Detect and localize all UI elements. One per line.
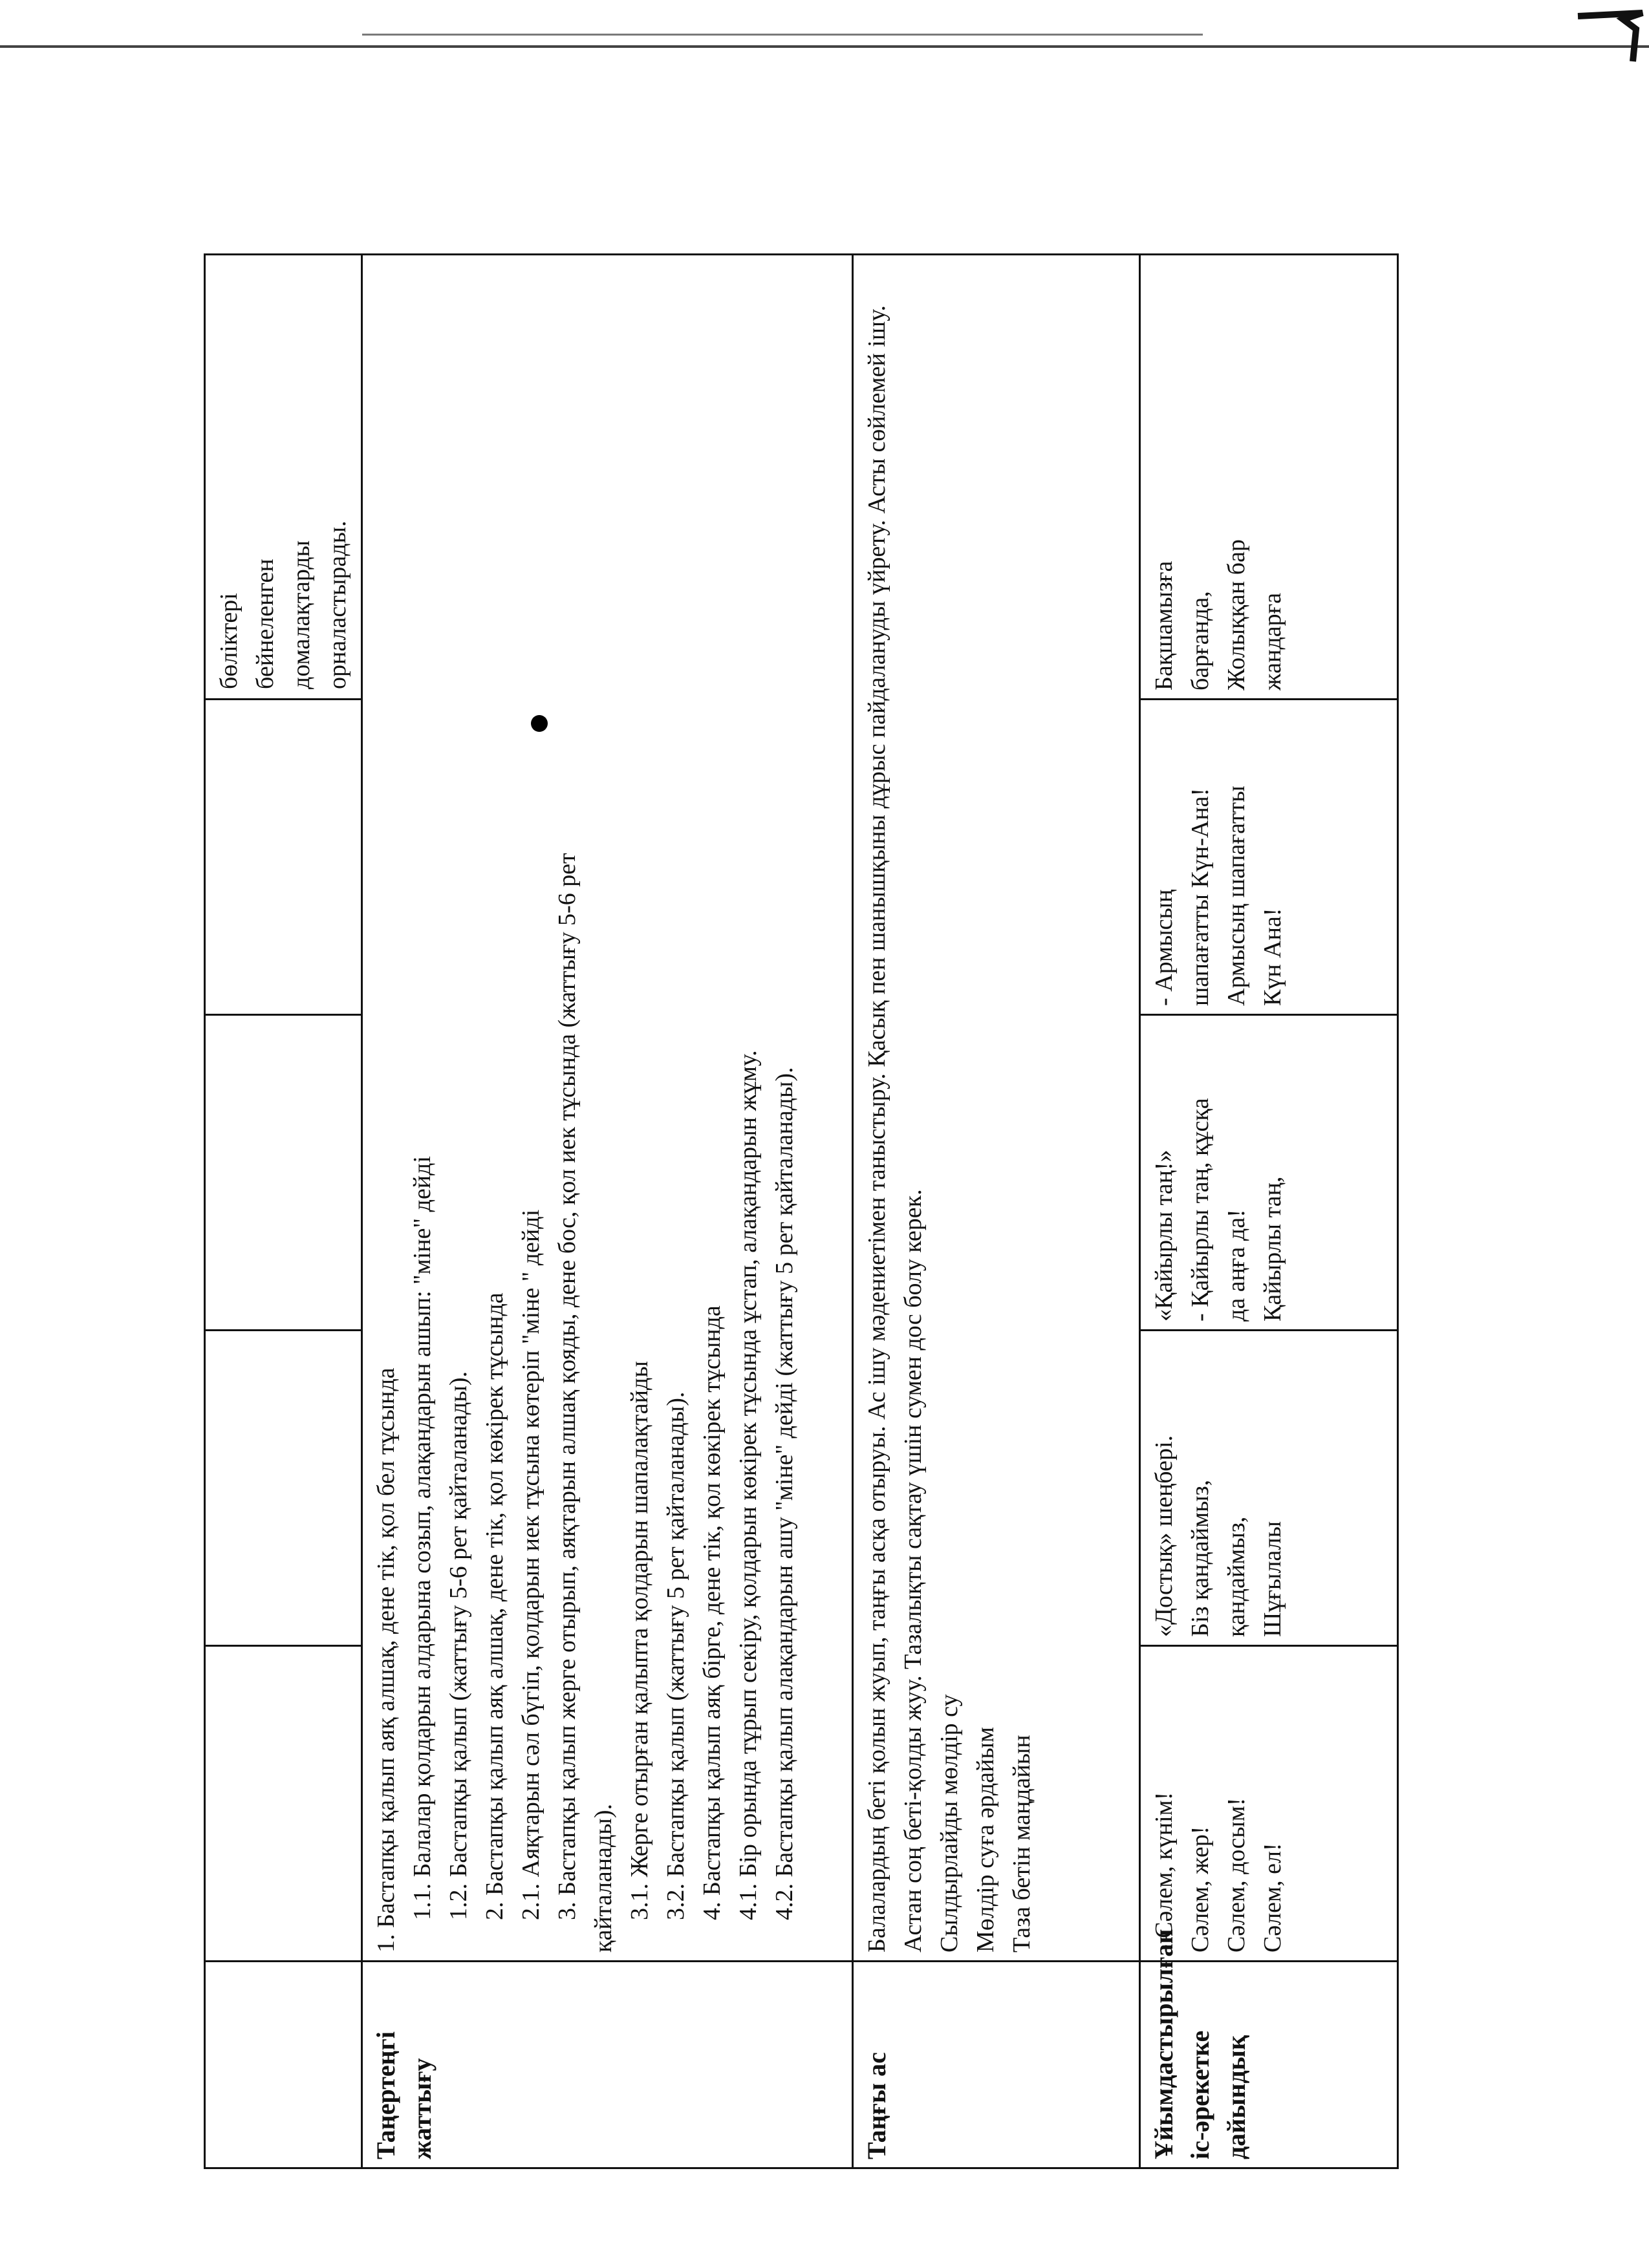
poem-line: Мөлдір суға әрдайым <box>972 1727 999 1952</box>
verse-line: Жолыққан бар <box>1223 539 1250 690</box>
rotated-table-container <box>204 255 1387 2169</box>
friendship-circle-cell <box>1140 1331 1398 1646</box>
exercise-line: қайталанады). <box>590 1804 617 1952</box>
table-row-morning-exercise <box>362 255 853 2168</box>
verse-line: жандарға <box>1259 592 1286 690</box>
verse-line: да аңға да! <box>1223 1209 1250 1321</box>
verse-line: қандаймыз, <box>1223 1516 1250 1637</box>
exercise-line: 2.1. Аяқтарын сәл бүгіп, қолдарын иек тұсына көтеріп "міне " дейді <box>517 1209 544 1920</box>
empty-cell <box>205 1015 362 1331</box>
exercise-line: 4.1. Бір орында тұрып секіру, қолдарын көкірек тұсында ұстап, алақандарын жұму. <box>735 1050 762 1920</box>
good-morning-cell <box>1140 1015 1398 1331</box>
table-row-breakfast <box>853 255 1140 2168</box>
text-line: орналастырады. <box>324 520 351 689</box>
exercise-line: 3. Бастапқы қалып жерге отырып, аяқтарын алшақ қояды, дене бос, қол иек тұсында (жаттығу 5-6 рет <box>554 853 581 1920</box>
garden-verse-cell <box>1140 255 1398 700</box>
text-line: бөліктері <box>215 593 242 689</box>
poem-line: Сылдырлайды мөлдір су <box>936 1694 963 1952</box>
verse-line: «Достық» шеңбері. <box>1150 1435 1178 1637</box>
top-fragment-cell <box>205 255 362 700</box>
row-label-morning-exercise: Таңертеңгі жаттығу <box>362 1962 853 2168</box>
verse-line: Қайырлы таң, <box>1259 1176 1286 1321</box>
breakfast-content <box>853 255 1140 1962</box>
exercise-line: 4.2. Бастапқы қалып алақандарын ашу "міне" дейді (жаттығу 5 рет қайталанады). <box>771 1067 798 1920</box>
exercise-line: 3.1. Жерге отырған қалыпта қолдарын шапалақтайды <box>626 1361 653 1920</box>
empty-cell <box>205 1962 362 2168</box>
exercise-line: 4. Бастапқы қалып аяқ бірге, дене тік, қол көкірек тұсында <box>698 1305 726 1920</box>
breakfast-paragraph: Балалардың беті қолын жуып, таңғы асқа отыруы. Ас ішу мәдениетімен таныстыру. Қасық пен шанышқыны дұрыс пайдалануды үйрету. Асты сөйлемей ішу. Астан соң беті-қолды жуу. Тазалықты сақтау үшін сумен дос болу керек. <box>863 305 927 1952</box>
empty-cell <box>205 1331 362 1646</box>
verse-line: Шұғылалы <box>1259 1521 1286 1637</box>
text-line: бейнеленген <box>252 559 279 689</box>
label-line: дайындық <box>1222 2035 1251 2159</box>
verse-line: Армысың шапағатты <box>1223 786 1250 1006</box>
verse-line: - Армысың <box>1150 889 1178 1006</box>
ink-dot <box>531 715 548 732</box>
sun-greeting-cell <box>1140 700 1398 1015</box>
label-line: Ұйымдастырылған <box>1149 1929 1178 2159</box>
scan-corner-mark <box>1571 0 1649 71</box>
verse-line: барғанда, <box>1187 591 1214 690</box>
greeting-cell <box>1140 1646 1398 1962</box>
verse-line: Сәлем, жер! <box>1187 1826 1214 1952</box>
verse-line: Сәлем, досым! <box>1223 1797 1250 1952</box>
text-line: домалақтарды <box>288 540 315 689</box>
row-label-breakfast: Таңғы ас <box>853 1962 1140 2168</box>
table-row-continued <box>205 255 362 2168</box>
exercise-line: 1.2. Бастапқы қалып (жаттығу 5-6 рет қайталанады). <box>445 1371 472 1920</box>
exercise-line: 1.1. Балалар қолдарын алдарына созып, алақандарын ашып: "міне" дейді <box>409 1156 436 1920</box>
morning-exercise-content <box>362 255 853 1962</box>
verse-line: Күн Ана! <box>1259 908 1286 1006</box>
row-label-activity-prep <box>1140 1929 1398 2168</box>
label-line: іс-әрекетке <box>1185 2030 1214 2159</box>
exercise-line: 1. Бастапқы қалып аяқ алшақ, дене тік, қол бел тұсында <box>372 1367 400 1952</box>
empty-cell <box>205 700 362 1015</box>
scan-edge-line-2 <box>362 34 1203 36</box>
verse-line: «Қайырлы таң!» <box>1150 1150 1178 1321</box>
verse-line: Сәлем, ел! <box>1259 1843 1286 1952</box>
schedule-table <box>204 253 1399 2169</box>
verse-line: - Қайырлы таң, құсқа <box>1187 1098 1214 1321</box>
verse-line: Біз қандаймыз, <box>1187 1479 1214 1637</box>
empty-cell <box>205 1646 362 1962</box>
exercise-line: 3.2. Бастапқы қалып (жаттығу 5 рет қайталанады). <box>662 1391 689 1920</box>
document-page <box>204 255 1387 2169</box>
verse-line: - Сәлем, күнім! <box>1150 1792 1178 1952</box>
scan-edge-line <box>0 45 1649 48</box>
verse-line: шапағатты Күн-Ана! <box>1187 787 1214 1006</box>
exercise-line: 2. Бастапқы қалып аяқ алшақ, дене тік, қол көкірек тұсында <box>481 1292 508 1920</box>
verse-line: Бақшамызға <box>1150 561 1178 690</box>
poem-line: Таза бетін маңдайын <box>1008 1735 1035 1952</box>
table-row-activity-prep <box>1140 255 1398 2168</box>
